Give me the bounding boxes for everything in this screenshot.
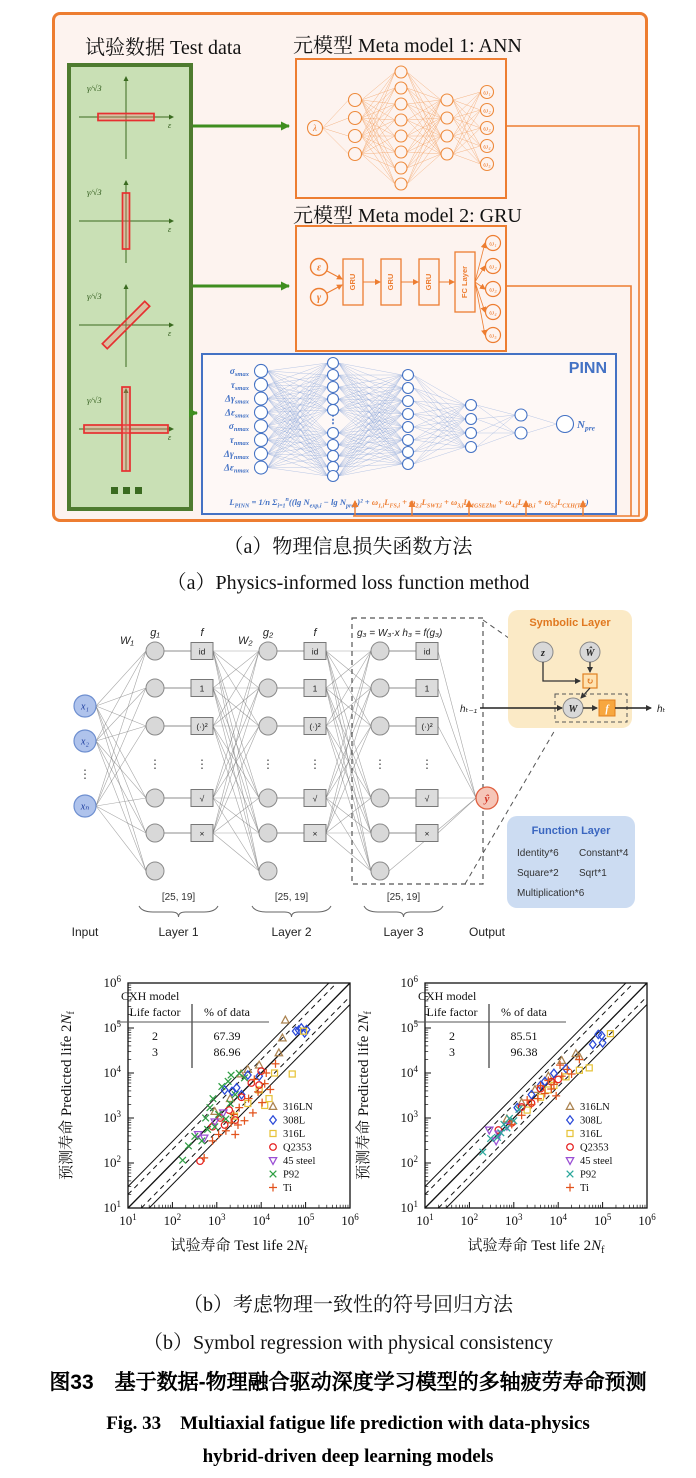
svg-text:ε: ε: [316, 262, 322, 274]
svg-text:⋮: ⋮: [149, 757, 161, 771]
pinn-input-label: $\sigma_{nmax}$: [228, 422, 249, 434]
pinn-network: [203, 355, 615, 485]
legend-label: 316LN: [283, 1102, 313, 1113]
x-tick-label: $10^2$: [163, 1212, 182, 1228]
op-box-label: ×: [199, 828, 205, 839]
symbolic-layer-title: Symbolic Layer: [529, 617, 611, 629]
inset-life-factor: 2: [152, 1029, 158, 1043]
function-layer-entry: Constant*4: [579, 848, 629, 859]
ann-network: [297, 60, 505, 197]
svg-text:f: f: [313, 627, 317, 639]
op-box-label: √: [199, 793, 205, 804]
meta-model-1-title: 元模型 Meta model 1: ANN: [293, 35, 522, 57]
ann-output-label: ω₁: [483, 88, 491, 97]
svg-text:λ: λ: [313, 123, 317, 133]
loading-path-vertical-bar: [79, 181, 173, 263]
pinn-input-label: $\Delta\varepsilon_{nmax}$: [223, 463, 249, 475]
inset-table: [117, 989, 269, 1068]
caption-a-zh: （a）物理信息损失函数方法: [223, 536, 473, 558]
svg-text:W₂: W₂: [238, 635, 253, 647]
function-layer-entry: Square*2: [517, 868, 559, 879]
svg-text:ε: ε: [168, 329, 172, 338]
y-tick-label: $10^4$: [400, 1064, 418, 1080]
x-tick-label: $10^3$: [505, 1212, 523, 1228]
pinn-input-label: $\sigma_{smax}$: [229, 366, 249, 378]
caption-a-en: （a）Physics-informed loss function method: [166, 572, 530, 594]
op-box-label: 1: [199, 683, 205, 694]
x-tick-label: $10^4$: [549, 1212, 567, 1228]
loading-path-diagrams: [71, 67, 181, 499]
gru-block-label: GRU: [347, 273, 357, 291]
op-box-label: (·)²: [309, 721, 321, 732]
gru-network: [297, 227, 505, 350]
bottom-label: Layer 3: [383, 925, 424, 939]
pinn-input-label: $\Delta\gamma_{smax}$: [224, 394, 249, 406]
test-data-title: 试验数据 Test data: [85, 37, 242, 59]
legend-label: 308L: [283, 1115, 306, 1127]
x-axis-label: 试验寿命 Test life $2N_f$: [467, 1238, 605, 1256]
legend-label: P92: [283, 1169, 300, 1181]
pinn-input-label: $\tau_{nmax}$: [229, 435, 249, 447]
svg-text:g₂: g₂: [262, 627, 274, 639]
inset-percent: 96.38: [510, 1045, 538, 1059]
bottom-label: Output: [468, 925, 506, 939]
svg-text:⋮: ⋮: [79, 767, 91, 781]
svg-text:⋮: ⋮: [309, 757, 321, 771]
svg-text:Ŵ: Ŵ: [585, 648, 595, 659]
op-box-label: id: [423, 646, 431, 657]
inset-table: [414, 989, 566, 1068]
dim-label: [25, 19]: [274, 892, 309, 903]
svg-text:γ/√3: γ/√3: [87, 83, 102, 93]
meta-model-2-title: 元模型 Meta model 2: GRU: [293, 205, 522, 227]
y-tick-label: $10^5$: [103, 1019, 121, 1035]
x-tick-label: $10^2$: [460, 1212, 479, 1228]
x-tick-label: $10^5$: [296, 1212, 315, 1228]
caption-b-zh: （b）考虑物理一致性的符号回归方法: [183, 1294, 513, 1316]
function-layer-entry: Sqrt*1: [579, 868, 607, 879]
y-tick-label: $10^3$: [400, 1109, 418, 1125]
svg-text:% of data: % of data: [501, 1005, 547, 1019]
inset-percent: 85.51: [510, 1029, 538, 1043]
svg-text:ε: ε: [168, 225, 172, 234]
y-tick-label: $10^6$: [103, 974, 121, 990]
inset-percent: 86.96: [213, 1045, 241, 1059]
dim-label: [25, 19]: [386, 892, 421, 903]
ann-box: [295, 58, 507, 199]
op-box-label: (·)²: [421, 721, 433, 732]
figure-caption-en-line2: hybrid-driven deep learning models: [202, 1446, 494, 1467]
panel-a-physics-informed-loss: [52, 12, 648, 522]
op-box-label: 1: [424, 683, 430, 694]
pinn-box: [201, 353, 617, 515]
svg-text:W₁: W₁: [120, 635, 134, 647]
y-axis-label: 预测寿命 Predicted life $2N_f$: [59, 1011, 77, 1180]
svg-text:⋮: ⋮: [196, 757, 208, 771]
loading-path-cross: [79, 387, 173, 471]
bottom-label: Input: [71, 925, 99, 939]
pinn-equation-orange: $\omega_{1,i}L_{FS,i} + \omega_{2,i}L_{SWT,i} + \omega_{3,i}L_{MGSEZhu} + \omega_{4,i}L_{WB,i} + \omega_{5,i}L_{CXH(T),i}$: [371, 497, 586, 510]
inset-life-factor: 2: [449, 1029, 455, 1043]
pinn-loss-equation: [205, 497, 613, 510]
loading-path-horizontal-bar: [79, 77, 173, 159]
svg-text:⋮: ⋮: [327, 414, 339, 426]
h-prev-label: hₜ₋₁: [460, 704, 477, 715]
pinn-equation-blue: $L_{PINN} = 1/n$ $\Sigma_{i=1}^n((\lg$ $N_{exp,i} - \lg N_{pre,i})^2$ +: [229, 497, 372, 510]
svg-text:Life factor: Life factor: [129, 1005, 181, 1019]
x-tick-label: $10^1$: [416, 1212, 434, 1228]
legend-label: 308L: [580, 1115, 603, 1127]
x-tick-label: $10^5$: [593, 1212, 612, 1228]
gru-box: [295, 225, 507, 352]
op-box-label: id: [198, 646, 206, 657]
svg-text:⋮: ⋮: [421, 757, 433, 771]
gru-block-label: FC Layer: [459, 265, 469, 299]
legend-label: Q2353: [283, 1142, 312, 1154]
svg-text:f: f: [200, 627, 204, 639]
function-layer-entry: Identity*6: [517, 848, 559, 859]
svg-text:γ/√3: γ/√3: [87, 291, 102, 301]
series-Ti: [200, 1060, 279, 1162]
svg-text:⋮: ⋮: [262, 757, 274, 771]
op-box-label: ×: [424, 828, 430, 839]
y-axis-label: 预测寿命 Predicted life $2N_f$: [356, 1011, 374, 1180]
gru-output-label: ω₂: [489, 262, 497, 271]
svg-text:z: z: [541, 648, 545, 659]
gru-output-label: ω₁: [489, 239, 497, 248]
caption-b-en: （b）Symbol regression with physical consistency: [143, 1332, 553, 1354]
pinn-equation-close: ): [585, 497, 589, 508]
gru-output-label: ω₃: [489, 285, 497, 294]
gru-block-label: GRU: [423, 273, 433, 291]
dim-label: [25, 19]: [161, 892, 196, 903]
ann-output-label: ω₅: [483, 160, 491, 169]
op-box-label: ×: [312, 828, 318, 839]
ann-output-label: ω₃: [483, 124, 491, 133]
pinn-title: PINN: [568, 360, 607, 377]
scatter-plot-left: [55, 958, 375, 1268]
pinn-input-label: $\Delta\varepsilon_{smax}$: [225, 408, 249, 420]
function-layer-title: Function Layer: [531, 825, 611, 837]
x-tick-label: $10^6$: [341, 1212, 359, 1228]
op-box-label: √: [424, 793, 430, 804]
svg-text:f: f: [605, 704, 609, 715]
scatter-plot-right: [352, 958, 672, 1268]
inset-title: CXH model: [418, 989, 477, 1003]
y-tick-label: $10^3$: [103, 1109, 121, 1125]
combine-icon: ↻: [586, 676, 594, 686]
y-tick-label: $10^1$: [400, 1199, 418, 1215]
inset-title: CXH model: [121, 989, 180, 1003]
legend-label: 316L: [283, 1129, 306, 1140]
layer3-header: g₃ = W₃·x h₃ = f(g₃): [357, 628, 443, 639]
ann-output-label: ω₄: [483, 142, 491, 151]
h-next-label: hₜ: [657, 704, 666, 715]
gru-output-label: ω₄: [489, 308, 497, 317]
op-box-label: √: [312, 793, 318, 804]
loading-path-diagonal-bar: [79, 285, 173, 367]
y-tick-label: $10^5$: [400, 1019, 418, 1035]
legend-label: 316LN: [580, 1102, 610, 1113]
svg-text:ε: ε: [168, 433, 172, 442]
gru-block-label: GRU: [385, 273, 395, 291]
svg-text:ε: ε: [168, 121, 172, 130]
svg-text:γ/√3: γ/√3: [87, 395, 102, 405]
legend-label: Q2353: [580, 1142, 609, 1154]
x-tick-label: $10^3$: [208, 1212, 226, 1228]
bottom-label: Layer 1: [158, 925, 199, 939]
legend-label: 45 steel: [283, 1156, 316, 1167]
svg-text:W: W: [568, 704, 578, 715]
pinn-input-label: $\Delta\gamma_{nmax}$: [223, 449, 249, 461]
gru-output-label: ω₅: [489, 331, 497, 340]
figure-caption-en-line1: Fig. 33 Multiaxial fatigue life prediction with data-physics: [106, 1413, 590, 1434]
inset-life-factor: 3: [449, 1045, 455, 1059]
op-box-label: 1: [312, 683, 318, 694]
x-tick-label: $10^1$: [119, 1212, 137, 1228]
legend-label: Ti: [580, 1183, 589, 1194]
op-box-label: id: [311, 646, 319, 657]
inset-life-factor: 3: [152, 1045, 158, 1059]
x-tick-label: $10^6$: [638, 1212, 656, 1228]
test-data-box: [67, 63, 193, 511]
y-tick-label: $10^2$: [103, 1154, 121, 1170]
figure-caption-zh: 图33 基于数据-物理融合驱动深度学习模型的多轴疲劳寿命预测: [49, 1371, 647, 1394]
x-axis-label: 试验寿命 Test life $2N_f$: [170, 1238, 308, 1256]
pinn-output-label: $N_{pre}$: [577, 419, 595, 433]
legend-label: 45 steel: [580, 1156, 613, 1167]
legend-label: Ti: [283, 1183, 292, 1194]
svg-text:⋮: ⋮: [374, 757, 386, 771]
y-tick-label: $10^6$: [400, 974, 418, 990]
inset-percent: 67.39: [213, 1029, 241, 1043]
function-layer-entry: Multiplication*6: [517, 888, 585, 899]
y-tick-label: $10^4$: [103, 1064, 121, 1080]
svg-text:Life factor: Life factor: [426, 1005, 478, 1019]
svg-text:% of data: % of data: [204, 1005, 250, 1019]
input-node-label: x₂: [81, 736, 89, 748]
legend: [269, 1102, 315, 1194]
legend-label: P92: [580, 1169, 597, 1181]
input-node-label: xₙ: [80, 801, 90, 813]
legend-label: 316L: [580, 1129, 603, 1140]
ann-output-label: ω₂: [483, 106, 491, 115]
symbolic-regression-diagram: [25, 606, 685, 958]
y-tick-label: $10^1$: [103, 1199, 121, 1215]
svg-text:ŷ: ŷ: [484, 793, 490, 805]
svg-text:γ/√3: γ/√3: [87, 187, 102, 197]
bottom-label: Layer 2: [271, 925, 312, 939]
svg-text:g₁: g₁: [150, 627, 160, 639]
pinn-input-label: $\tau_{smax}$: [230, 380, 249, 392]
y-tick-label: $10^2$: [400, 1154, 418, 1170]
legend: [566, 1102, 612, 1194]
op-box-label: (·)²: [196, 721, 208, 732]
x-tick-label: $10^4$: [252, 1212, 270, 1228]
input-node-label: x₁: [81, 701, 89, 713]
svg-text:γ: γ: [316, 292, 322, 304]
